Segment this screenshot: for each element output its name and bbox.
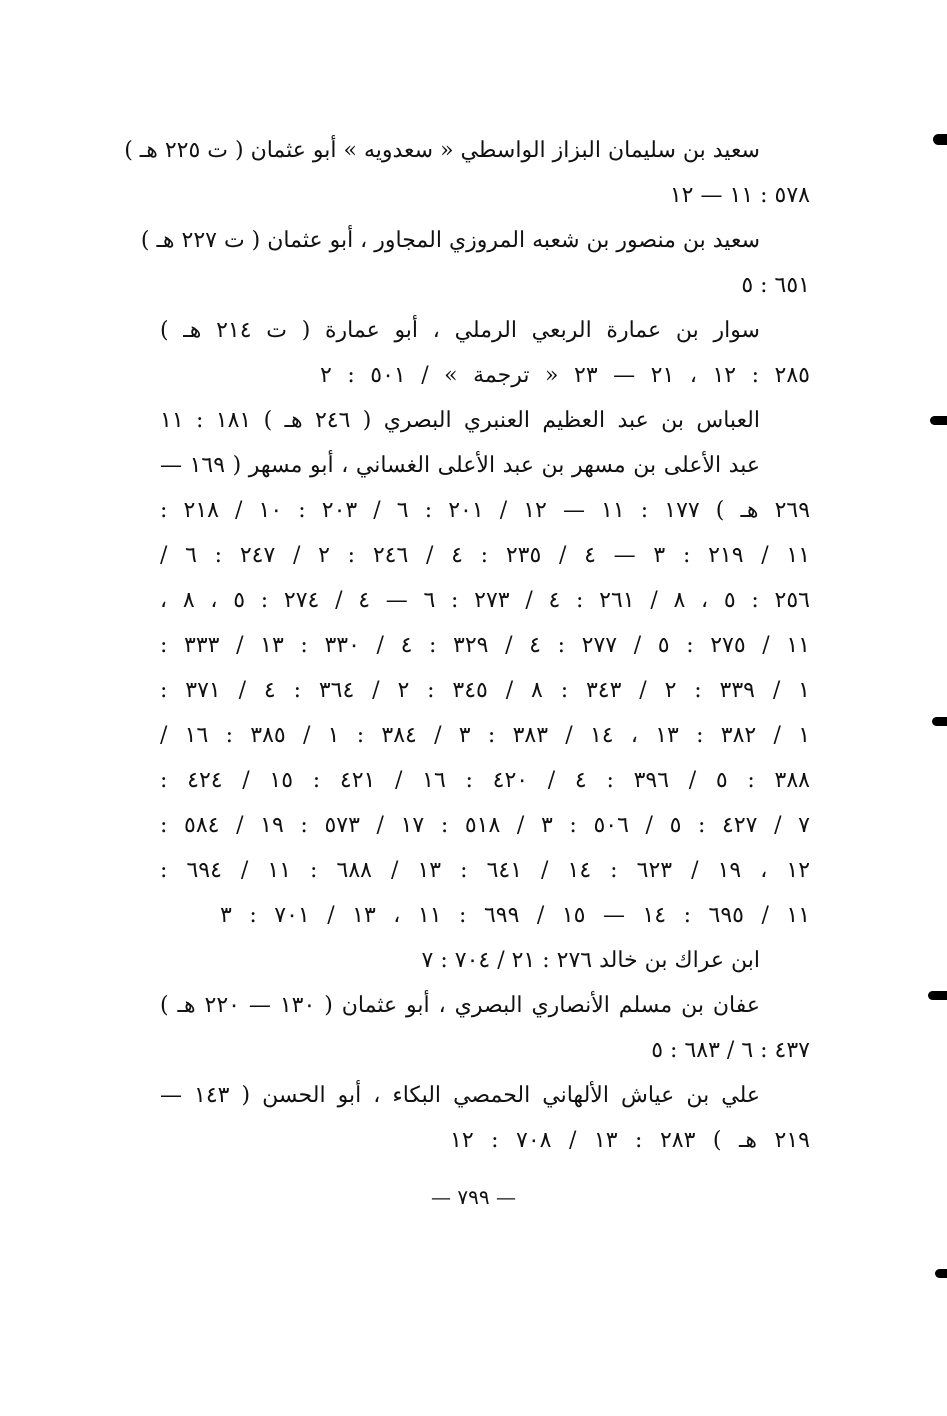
entry-reference: ٢٥٦ : ٥ ، ٨ / ٢٦١ : ٤ / ٢٧٣ : ٦ — ٤ / ٢٧٤ : ٥ ، ٨ ، — [160, 588, 810, 613]
entry-heading: ابن عراك بن خالد ٢٧٦ : ٢١ / ٧٠٤ : ٧ — [421, 948, 760, 973]
entry-reference: ١١ / ٢٧٥ : ٥ / ٢٧٧ : ٤ / ٣٢٩ : ٤ / ٣٣٠ : ١٣ / ٣٣٣ : — [160, 633, 810, 658]
entry-reference: ٥٧٨ : ١١ — ١٢ — [669, 183, 810, 208]
entry-reference: ٢٦٩ هـ ) ١٧٧ : ١١ — ١٢ / ٢٠١ : ٦ / ٢٠٣ : ١٠ / ٢١٨ : — [160, 498, 811, 523]
page-number: — ٧٩٩ — — [431, 1185, 516, 1209]
entry-heading: سعيد بن سليمان البزاز الواسطي « سعدويه » أبو عثمان ( ت ٢٢٥ هـ ) — [124, 138, 760, 163]
entry-heading: سعيد بن منصور بن شعبه المروزي المجاور ، أبو عثمان ( ت ٢٢٧ هـ ) — [140, 228, 760, 253]
entry-reference: ٢١٩ هـ ) ٢٨٣ : ١٣ / ٧٠٨ : ١٢ — [450, 1128, 810, 1153]
scan-edge-mark — [928, 991, 947, 1000]
index-entries — [124, 128, 811, 1163]
scan-edge-mark — [930, 416, 947, 425]
entry-reference: ٦٥١ : ٥ — [741, 273, 810, 298]
entry-heading: عبد الأعلى بن مسهر بن عبد الأعلى الغساني ، أبو مسهر ( ١٦٩ — — [160, 453, 760, 478]
entry-reference: ١١ / ٦٩٥ : ١٤ — ١٥ / ٦٩٩ : ١١ ، ١٣ / ٧٠١ : ٣ — [220, 903, 811, 928]
entry-reference: ٤٣٧ : ٦ / ٦٨٣ : ٥ — [651, 1038, 810, 1063]
entry-reference: ٣٨٨ : ٥ / ٣٩٦ : ٤ / ٤٢٠ : ١٦ / ٤٢١ : ١٥ / ٤٢٤ : — [160, 768, 810, 793]
entry-heading: علي بن عياش الألهاني الحمصي البكاء ، أبو الحسن ( ١٤٣ — — [160, 1083, 760, 1108]
entry-heading: سوار بن عمارة الربعي الرملي ، أبو عمارة ( ت ٢١٤ هـ ) — [160, 318, 760, 343]
entry-heading: العباس بن عبد العظيم العنبري البصري ( ٢٤٦ هـ ) ١٨١ : ١١ — [160, 408, 760, 433]
entry-reference: ١ / ٣٣٩ : ٢ / ٣٤٣ : ٨ / ٣٤٥ : ٢ / ٣٦٤ : ٤ / ٣٧١ : — [160, 678, 810, 703]
entry-heading: عفان بن مسلم الأنصاري البصري ، أبو عثمان ( ١٣٠ — ٢٢٠ هـ ) — [160, 993, 760, 1018]
entry-reference: ٢٨٥ : ١٢ ، ٢١ — ٢٣ « ترجمة » / ٥٠١ : ٢ — [320, 363, 810, 388]
scan-edge-mark — [935, 1269, 947, 1278]
entry-reference: ٧ / ٤٢٧ : ٥ / ٥٠٦ : ٣ / ٥١٨ : ١٧ / ٥٧٣ : ١٩ / ٥٨٤ : — [160, 813, 810, 838]
scan-edge-mark — [933, 134, 947, 145]
entry-reference: ١٢ ، ١٩ / ٦٢٣ : ١٤ / ٦٤١ : ١٣ / ٦٨٨ : ١١ / ٦٩٤ : — [160, 858, 811, 883]
entry-reference: ١ / ٣٨٢ : ١٣ ، ١٤ / ٣٨٣ : ٣ / ٣٨٤ : ١ / ٣٨٥ : ١٦ / — [160, 723, 811, 748]
scan-edge-mark — [932, 717, 947, 726]
entry-reference: ١١ / ٢١٩ : ٣ — ٤ / ٢٣٥ : ٤ / ٢٤٦ : ٢ / ٢٤٧ : ٦ / — [160, 543, 811, 568]
